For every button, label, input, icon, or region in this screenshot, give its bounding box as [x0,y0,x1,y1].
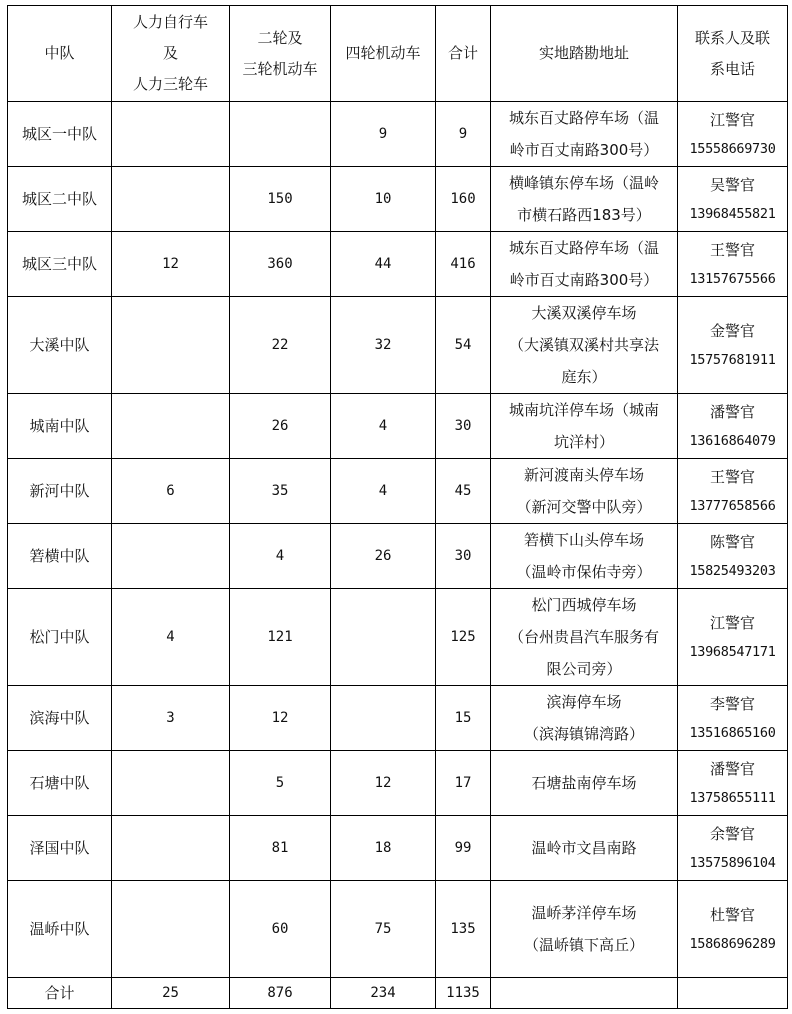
two-three-wheel-cell: 150 [230,167,331,232]
address-cell [491,459,678,524]
header-human-powered: 人力自行车 及 人力三轮车 [112,6,230,102]
contact-cell [678,459,788,524]
total-cell: 54 [436,297,491,394]
unit-cell: 新河中队 [8,459,112,524]
address-line: （温岭市保佑寺旁） [516,563,652,581]
address-line: 石塘盐南停车场 [531,774,637,792]
address-line: 市横石路西183号） [517,206,651,224]
total-cell: 416 [436,232,491,297]
contact-cell [678,751,788,816]
contact-cell [678,589,788,686]
four-wheel-cell: 10 [331,167,436,232]
unit-cell: 城南中队 [8,394,112,459]
contact-cell [678,524,788,589]
total-cell: 125 [436,589,491,686]
address-cell [491,881,678,978]
address-line: 庭东） [561,368,607,386]
address-line: 温岭市文昌南路 [531,839,637,857]
two-three-wheel-cell: 60 [230,881,331,978]
total-address [491,978,678,1009]
total-cell: 99 [436,816,491,881]
contact-cell [678,816,788,881]
four-wheel-cell: 26 [331,524,436,589]
contact-phone: 13968547171 [689,644,776,660]
contact-name: 余警官 [709,825,755,843]
contact-phone: 13157675566 [689,271,776,287]
table-row [8,394,788,459]
contact-name: 王警官 [709,241,755,259]
address-cell [491,751,678,816]
address-line: 新河渡南头停车场 [523,466,644,484]
address-line: 城东百丈路停车场（温 [508,239,659,257]
address-cell [491,102,678,167]
total-cell: 30 [436,524,491,589]
unit-cell: 石塘中队 [8,751,112,816]
human-powered-cell [112,751,230,816]
address-line: 大溪双溪停车场 [531,304,637,322]
address-line: 滨海停车场 [546,693,622,711]
unit-cell: 城区三中队 [8,232,112,297]
human-powered-cell [112,394,230,459]
four-wheel-cell: 9 [331,102,436,167]
human-powered-cell [112,816,230,881]
address-cell [491,816,678,881]
address-line: 温峤茅洋停车场 [531,904,637,922]
contact-phone: 13758655111 [689,790,776,806]
contact-cell [678,167,788,232]
contact-phone: 13616864079 [689,433,776,449]
four-wheel-cell [331,589,436,686]
contact-cell [678,297,788,394]
contact-cell [678,394,788,459]
human-powered-cell: 12 [112,232,230,297]
contact-cell [678,686,788,751]
two-three-wheel-cell: 22 [230,297,331,394]
unit-cell: 温峤中队 [8,881,112,978]
table-row [8,102,788,167]
two-three-wheel-cell: 12 [230,686,331,751]
contact-phone: 15558669730 [689,141,776,157]
contact-cell [678,881,788,978]
address-cell [491,394,678,459]
table-row [8,881,788,978]
header-total: 合计 [436,6,491,102]
total-cell: 15 [436,686,491,751]
four-wheel-cell: 32 [331,297,436,394]
contact-phone: 15825493203 [689,563,776,579]
address-line: 限公司旁） [546,660,622,678]
contact-name: 陈警官 [709,533,755,551]
address-cell [491,686,678,751]
human-powered-cell: 3 [112,686,230,751]
total-two-three-wheel: 876 [230,978,331,1009]
total-cell: 17 [436,751,491,816]
address-line: 岭市百丈南路300号） [509,271,659,289]
unit-cell: 城区二中队 [8,167,112,232]
contact-name: 王警官 [709,468,755,486]
unit-cell: 松门中队 [8,589,112,686]
unit-cell: 泽国中队 [8,816,112,881]
address-line: （滨海镇锦湾路） [523,725,644,743]
address-line: 箬横下山头停车场 [523,531,644,549]
contact-name: 潘警官 [709,403,755,421]
four-wheel-cell: 4 [331,459,436,524]
two-three-wheel-cell: 360 [230,232,331,297]
contact-phone: 13575896104 [689,855,776,871]
address-cell [491,297,678,394]
contact-cell [678,102,788,167]
total-cell: 160 [436,167,491,232]
human-powered-cell: 4 [112,589,230,686]
total-row [8,978,788,1009]
two-three-wheel-cell: 4 [230,524,331,589]
header-four-wheel: 四轮机动车 [331,6,436,102]
four-wheel-cell: 18 [331,816,436,881]
table-row [8,167,788,232]
table-row [8,232,788,297]
human-powered-cell: 6 [112,459,230,524]
address-line: （大溪镇双溪村共享法 [508,336,659,354]
total-cell: 30 [436,394,491,459]
total-human-powered: 25 [112,978,230,1009]
human-powered-cell [112,881,230,978]
contact-phone: 13516865160 [689,725,776,741]
header-address: 实地踏勘地址 [491,6,678,102]
header-two-three-wheel: 二轮及 三轮机动车 [230,6,331,102]
table-row [8,816,788,881]
table-row [8,686,788,751]
contact-name: 吴警官 [709,176,755,194]
four-wheel-cell: 75 [331,881,436,978]
contact-cell [678,232,788,297]
address-cell [491,524,678,589]
unit-cell: 城区一中队 [8,102,112,167]
table-row [8,524,788,589]
header-contact: 联系人及联 系电话 [678,6,788,102]
contact-phone: 15757681911 [689,352,776,368]
two-three-wheel-cell [230,102,331,167]
two-three-wheel-cell: 35 [230,459,331,524]
total-cell: 9 [436,102,491,167]
human-powered-cell [112,524,230,589]
unit-cell: 箬横中队 [8,524,112,589]
header-unit: 中队 [8,6,112,102]
contact-phone: 13777658566 [689,498,776,514]
address-line: 岭市百丈南路300号） [509,141,659,159]
table-row [8,459,788,524]
address-line: 城东百丈路停车场（温 [508,109,659,127]
grand-total: 1135 [436,978,491,1009]
total-cell: 45 [436,459,491,524]
unit-cell: 大溪中队 [8,297,112,394]
table-row [8,751,788,816]
address-line: 横峰镇东停车场（温岭 [508,174,659,192]
four-wheel-cell: 44 [331,232,436,297]
table-row [8,589,788,686]
four-wheel-cell: 4 [331,394,436,459]
address-cell [491,167,678,232]
two-three-wheel-cell: 121 [230,589,331,686]
contact-name: 江警官 [709,614,755,632]
contact-name: 李警官 [709,695,755,713]
four-wheel-cell [331,686,436,751]
two-three-wheel-cell: 26 [230,394,331,459]
address-cell [491,589,678,686]
header-row [8,6,788,102]
address-line: （台州贵昌汽车服务有 [508,628,659,646]
contact-name: 江警官 [709,111,755,129]
address-cell [491,232,678,297]
contact-name: 潘警官 [709,760,755,778]
contact-name: 金警官 [709,322,755,340]
four-wheel-cell: 12 [331,751,436,816]
total-contact [678,978,788,1009]
vehicle-storage-table [7,5,788,1009]
address-line: 松门西城停车场 [531,596,637,614]
contact-phone: 13968455821 [689,206,776,222]
address-line: （新河交警中队旁） [516,498,652,516]
total-label: 合计 [8,978,112,1009]
total-cell: 135 [436,881,491,978]
contact-phone: 15868696289 [689,936,776,952]
total-four-wheel: 234 [331,978,436,1009]
unit-cell: 滨海中队 [8,686,112,751]
contact-name: 杜警官 [709,906,755,924]
table-row [8,297,788,394]
address-line: 坑洋村） [553,433,614,451]
address-line: （温峤镇下高丘） [523,936,644,954]
human-powered-cell [112,167,230,232]
human-powered-cell [112,297,230,394]
address-line: 城南坑洋停车场（城南 [508,401,659,419]
two-three-wheel-cell: 5 [230,751,331,816]
two-three-wheel-cell: 81 [230,816,331,881]
human-powered-cell [112,102,230,167]
